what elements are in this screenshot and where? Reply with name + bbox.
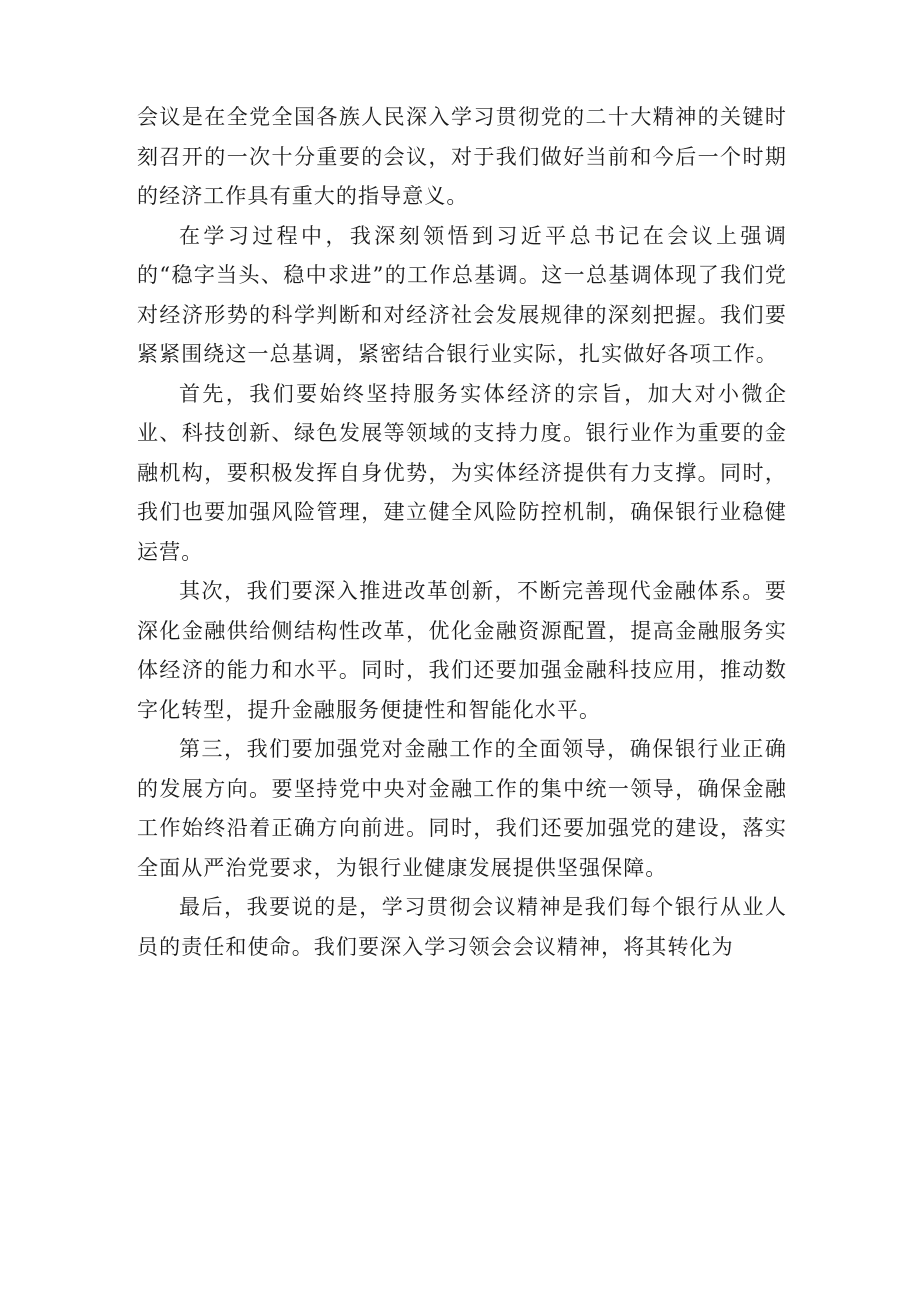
- paragraph-intro: 会议是在全党全国各族人民深入学习贯彻党的二十大精神的关键时刻召开的一次十分重要的会议，对于我们做好当前和今后一个时期的经济工作具有重大的指导意义。: [137, 105, 787, 208]
- paragraph-third-point: 第三，我们要加强党对金融工作的全面领导，确保银行业正确的发展方向。要坚持党中央对金融工作的集中统一领导，确保金融工作始终沿着正确方向前进。同时，我们还要加强党的建设，落实全面从严治党要求，为银行业健康发展提供坚强保障。: [137, 737, 787, 880]
- document-body: [137, 98, 787, 967]
- paragraph-keynote: 在学习过程中，我深刻领悟到习近平总书记在会议上强调的“稳字当头、稳中求进”的工作总基调。这一总基调体现了我们党对经济形势的科学判断和对经济社会发展规律的深刻把握。我们要紧紧围绕这一总基调，紧密结合银行业实际，扎实做好各项工作。: [137, 223, 787, 366]
- paragraph-conclusion: 最后，我要说的是，学习贯彻会议精神是我们每个银行从业人员的责任和使命。我们要深入学习领会会议精神，将其转化为: [137, 895, 787, 959]
- paragraph-second-point: 其次，我们要深入推进改革创新，不断完善现代金融体系。要深化金融供给侧结构性改革，优化金融资源配置，提高金融服务实体经济的能力和水平。同时，我们还要加强金融科技应用，推动数字化转型，提升金融服务便捷性和智能化水平。: [137, 579, 787, 722]
- paragraph-first-point: 首先，我们要始终坚持服务实体经济的宗旨，加大对小微企业、科技创新、绿色发展等领域的支持力度。银行业作为重要的金融机构，要积极发挥自身优势，为实体经济提供有力支撑。同时，我们也要加强风险管理，建立健全风险防控机制，确保银行业稳健运营。: [137, 381, 787, 564]
